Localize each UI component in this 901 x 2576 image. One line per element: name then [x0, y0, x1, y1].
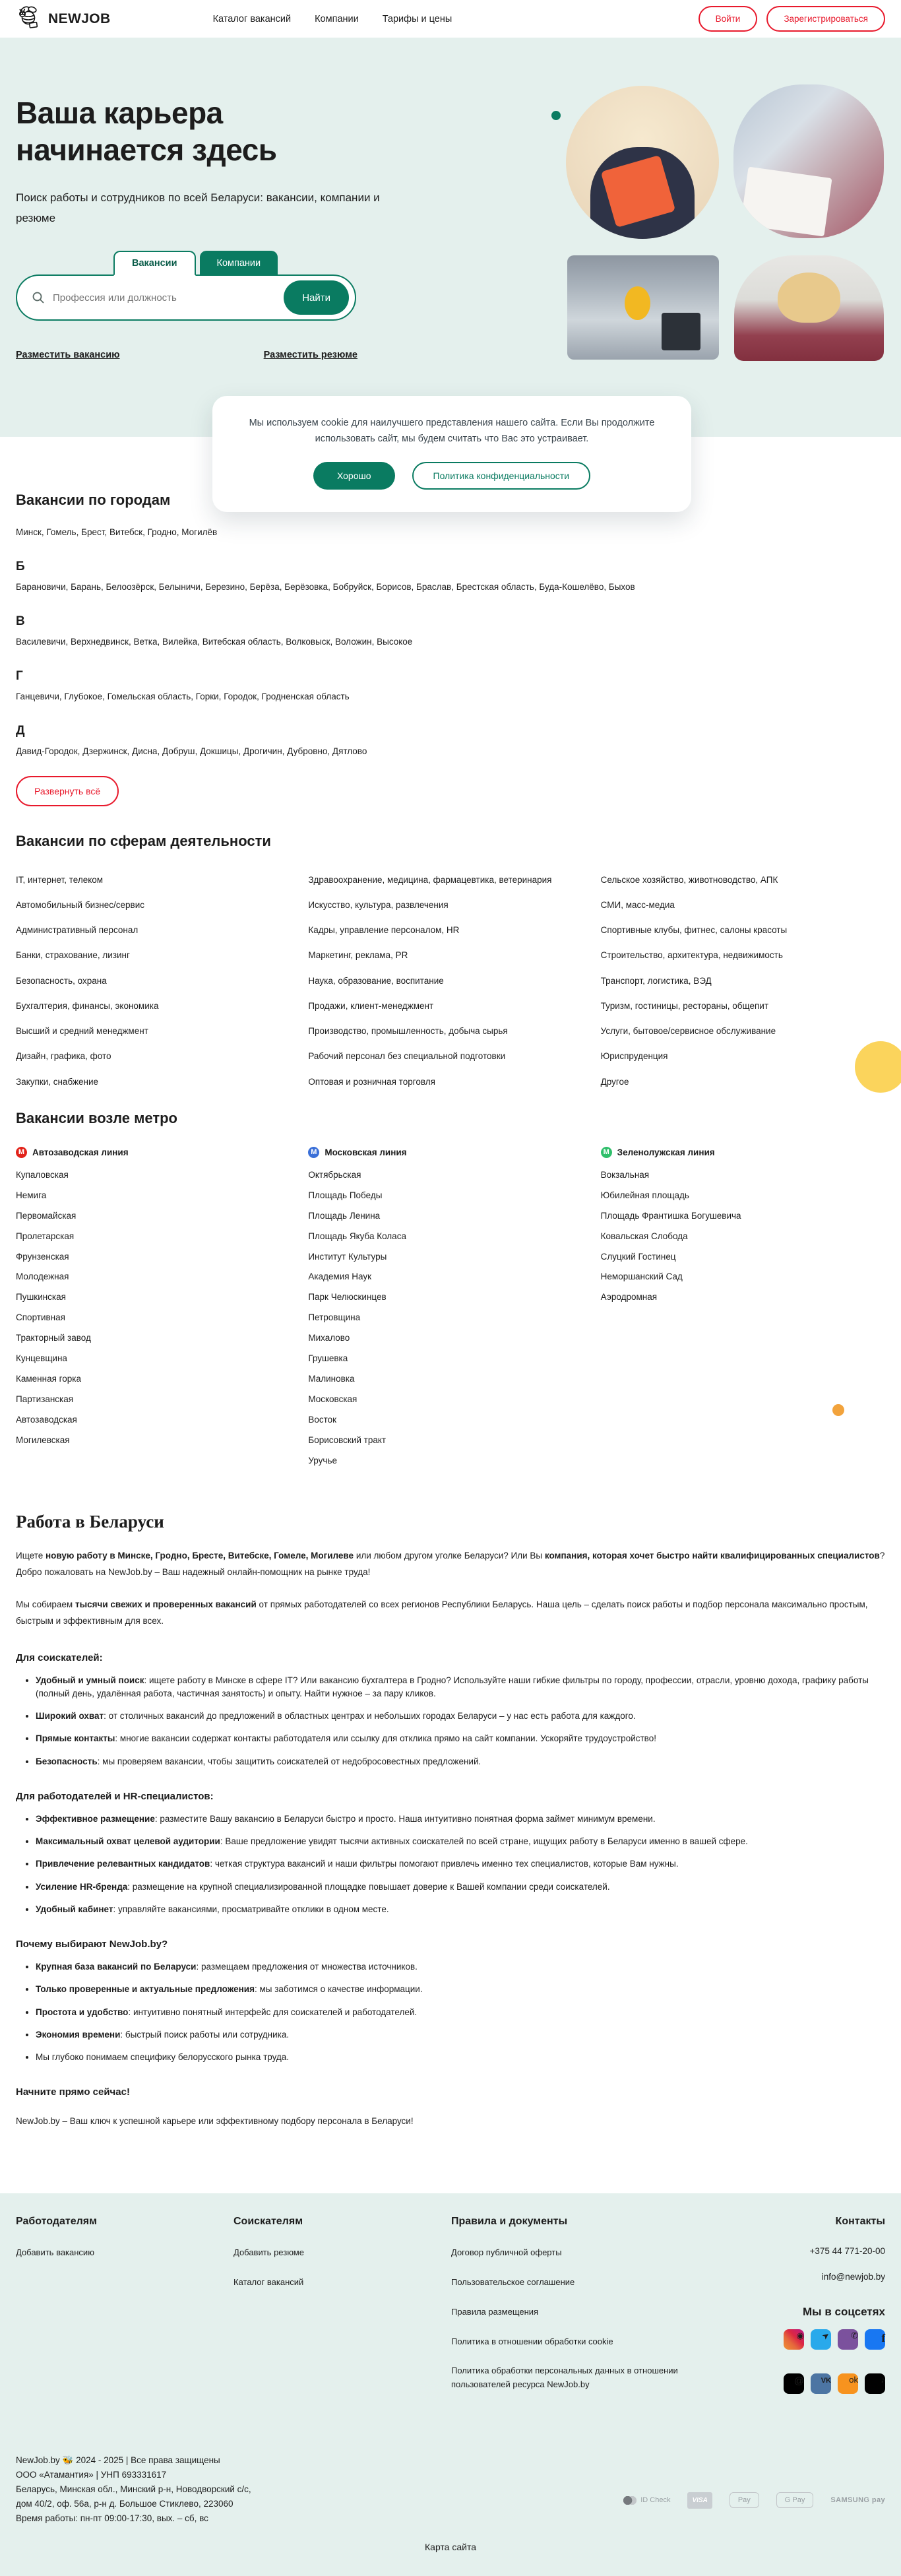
- footer-link[interactable]: Добавить резюме: [233, 2247, 304, 2258]
- city-link[interactable]: Давид-Городок: [16, 746, 78, 756]
- odnoklassniki-icon[interactable]: [838, 2373, 858, 2394]
- facebook-icon[interactable]: [865, 2329, 885, 2350]
- metro-station-link[interactable]: Первомайская: [16, 1210, 77, 1221]
- city-letter: Д: [16, 723, 25, 738]
- city-letter: В: [16, 614, 25, 628]
- city-link[interactable]: Докшицы: [199, 746, 239, 756]
- metro-station-link[interactable]: Петровщина: [308, 1312, 361, 1323]
- metro-station-link[interactable]: Кунцевщина: [16, 1353, 67, 1364]
- seo-bullet: • Мы глубоко понимаем специфику белорусского рынка труда.: [36, 2051, 885, 2064]
- city-link[interactable]: Дрогичин: [243, 746, 282, 756]
- copyright-line: NewJob.by 🐝 2024 - 2025 | Все права защищены: [16, 2455, 220, 2466]
- sphere-link[interactable]: СМИ, масс-медиа: [600, 899, 675, 910]
- sphere-link[interactable]: Маркетинг, реклама, PR: [308, 950, 408, 961]
- city-link[interactable]: Барань: [71, 581, 102, 592]
- metro-line-header: [16, 1147, 300, 1158]
- metro-column: [16, 1147, 300, 1454]
- city-link[interactable]: Березино: [205, 581, 245, 592]
- search-input[interactable]: [51, 292, 284, 304]
- city-link[interactable]: Могилёв: [181, 527, 218, 537]
- footer-col-employers: [16, 2216, 233, 2418]
- metro-station-link[interactable]: Ковальская Слобода: [600, 1231, 688, 1241]
- footer-docs-title: Правила и документы: [451, 2216, 568, 2228]
- metro-station-link[interactable]: Слуцкий Гостинец: [600, 1251, 676, 1262]
- sphere-link[interactable]: Продажи, клиент-менеджмент: [308, 1000, 434, 1011]
- city-link[interactable]: Берёза: [249, 581, 280, 592]
- seo-section: [0, 1512, 901, 2131]
- bee-logo-icon: [16, 5, 42, 32]
- seo-bullet: • Привлечение релевантных кандидатов: четкая структура вакансий и наши фильтры помогают привлечь именно тех специалистов, которые Вам нужны.: [36, 1857, 885, 1871]
- city-link[interactable]: Быхов: [608, 581, 635, 592]
- sphere-link[interactable]: Услуги, бытовое/сервисное обслуживание: [600, 1026, 776, 1037]
- seo-bullet: • Только проверенные и актуальные предложения: мы заботимся о качестве информации.: [36, 1983, 885, 1996]
- metro-station-link[interactable]: Малиновка: [308, 1374, 355, 1384]
- city-link[interactable]: Минск: [16, 527, 42, 537]
- sphere-link[interactable]: Рабочий персонал без специальной подготовки: [308, 1051, 506, 1062]
- seo-bullet: • Широкий охват: от столичных вакансий до предложений в областных центрах и небольших городах Беларуси – у нас есть работа для каждого.: [36, 1710, 885, 1723]
- social-title: Мы в соцсетях: [802, 2305, 885, 2319]
- metro-station-link[interactable]: Площадь Якуба Коласа: [308, 1231, 406, 1241]
- telegram-glyph: ➤: [820, 2329, 832, 2342]
- spheres-title: Вакансии по сферам деятельности: [16, 832, 271, 849]
- footer-link[interactable]: Политика в отношении обработки cookie: [451, 2336, 613, 2346]
- seo-bullet: • Прямые контакты: многие вакансии содержат контакты работодателя или ссылку для отклика прямо на сайт компании. Ускоряйте трудоустройство!: [36, 1732, 885, 1745]
- cookie-policy-button[interactable]: Политика конфиденциальности: [412, 462, 591, 490]
- social-row-1: [735, 2329, 885, 2366]
- city-link[interactable]: Барановичи: [16, 581, 66, 592]
- city-link[interactable]: Глубокое: [64, 691, 103, 701]
- footer-col-contacts: [735, 2216, 885, 2418]
- metro-station-link[interactable]: Аэродромная: [600, 1292, 658, 1303]
- metro-station-link[interactable]: Спортивная: [16, 1312, 65, 1323]
- seo-bullet: • Простота и удобство: интуитивно понятный интерфейс для соискателей и работодателей.: [36, 2006, 885, 2019]
- footer-col-seekers: [233, 2216, 451, 2418]
- cookie-text: Мы используем cookie для наилучшего представления нашего сайта. Если Вы продолжите использовать сайт, мы будем считать что Вас это устраивает.: [249, 418, 655, 444]
- odnoklassniki-glyph: ok: [849, 2375, 858, 2385]
- metro-column: [601, 1147, 885, 1311]
- metro-grid: [16, 1147, 885, 1475]
- city-row: Давид-Городок, Дзержинск, Дисна, Добруш, Докшицы, Дрогичин, Дубровно, Дятлово: [16, 746, 367, 756]
- metro-station-link[interactable]: Парк Челюскинцев: [308, 1292, 387, 1303]
- city-link[interactable]: Дятлово: [332, 746, 367, 756]
- cookie-banner: [212, 396, 691, 512]
- cookie-buttons: [243, 462, 661, 490]
- sphere-link[interactable]: Административный персонал: [16, 925, 139, 936]
- sphere-link[interactable]: Юриспруденция: [600, 1051, 668, 1062]
- sphere-column: [16, 874, 300, 1101]
- city-link[interactable]: Бобруйск: [332, 581, 371, 592]
- metro-station-link[interactable]: Тракторный завод: [16, 1333, 91, 1343]
- vk-glyph: VK: [821, 2377, 831, 2385]
- city-link[interactable]: Белыничи: [158, 581, 201, 592]
- metro-icon: М: [16, 1147, 27, 1158]
- city-link[interactable]: Брестская область: [456, 581, 534, 592]
- city-link[interactable]: Дзержинск: [82, 746, 127, 756]
- sphere-link[interactable]: Закупки, снабжение: [16, 1076, 99, 1087]
- main-nav: [213, 14, 452, 24]
- spheres-grid: [16, 874, 885, 1101]
- post-resume-link[interactable]: Разместить резюме: [263, 350, 357, 361]
- metro-icon: М: [308, 1147, 319, 1158]
- vk-icon[interactable]: [811, 2373, 831, 2394]
- city-row: Василевичи, Верхнедвинск, Ветка, Вилейка, Витебская область, Волковыск, Воложин, Высокое: [16, 636, 413, 647]
- metro-station-link[interactable]: Немига: [16, 1190, 47, 1200]
- sphere-link[interactable]: Высший и средний менеджмент: [16, 1026, 148, 1037]
- footer-columns: [16, 2216, 885, 2418]
- seo-bullet: • Крупная база вакансий по Беларуси: размещаем предложения от множества источников.: [36, 1960, 885, 1974]
- viber-glyph: ✆: [851, 2331, 858, 2341]
- cookie-accept-button[interactable]: Хорошо: [313, 462, 395, 490]
- metro-station-link[interactable]: Академия Наук: [308, 1272, 372, 1282]
- hero-photo-woman-folder: [566, 86, 719, 239]
- brand-name: NEWJOB: [48, 11, 111, 26]
- seo-bullet: • Эффективное размещение: разместите Вашу вакансию в Беларуси быстро и просто. Наша интуитивно понятная форма займет минимум времени.: [36, 1813, 885, 1826]
- contact-email[interactable]: info@newjob.by: [821, 2272, 885, 2282]
- copyright-line: ООО «Атамантия» | УНП 693331617: [16, 2470, 167, 2480]
- sitemap-link[interactable]: Карта сайта: [425, 2541, 476, 2552]
- metro-station-link[interactable]: Пролетарская: [16, 1231, 75, 1241]
- sphere-link[interactable]: IT, интернет, телеком: [16, 874, 104, 885]
- sitemap-row: [16, 2542, 885, 2554]
- decor-orange-dot: [832, 1404, 844, 1416]
- footer-link[interactable]: Каталог вакансий: [233, 2277, 304, 2288]
- city-link[interactable]: Городок: [224, 691, 257, 701]
- register-button[interactable]: Зарегистрироваться: [766, 6, 885, 32]
- seo-cta: Начните прямо сейчас!: [16, 2086, 130, 2098]
- seo-closing: NewJob.by – Ваш ключ к успешной карьере или эффективному подбору персонала в Беларуси!: [16, 2116, 414, 2127]
- footer-employers-title: Работодателям: [16, 2216, 97, 2228]
- search-button[interactable]: Найти: [284, 280, 349, 315]
- seo-paragraph: Ищете новую работу в Минске, Гродно, Бресте, Витебске, Гомеле, Могилеве или любом другом уголке Беларуси? Или Вы компания, которая хочет быстро найти квалифицированных специалистов? Добро пожаловать на NewJob.by – Ваш надежный онлайн-помощник на рынке труда!: [16, 1550, 885, 1577]
- telegram-icon[interactable]: [811, 2329, 831, 2350]
- seo-bullet: • Экономия времени: быстрый поиск работы или сотрудника.: [36, 2028, 885, 2042]
- city-link[interactable]: Витебск: [109, 527, 143, 537]
- city-letter: Г: [16, 668, 23, 683]
- footer-docs-links: [451, 2246, 735, 2392]
- metro-station-link[interactable]: Вокзальная: [600, 1169, 650, 1180]
- city-letter: Б: [16, 559, 25, 573]
- sphere-link[interactable]: Банки, страхование, лизинг: [16, 950, 130, 961]
- copyright-line: дом 40/2, оф. 56а, р-н д. Большое Стиклево, 223060: [16, 2498, 233, 2509]
- sphere-link[interactable]: Оптовая и розничная торговля: [308, 1076, 435, 1087]
- hero-links: [16, 350, 357, 360]
- tab-vacancies[interactable]: Вакансии: [113, 251, 196, 276]
- city-link[interactable]: Василевичи: [16, 636, 66, 647]
- city-link[interactable]: Гродно: [147, 527, 177, 537]
- payment-badge: VISA: [687, 2492, 712, 2509]
- cities-title: Вакансии по городам: [16, 492, 171, 508]
- metro-station-link[interactable]: Автозаводская: [16, 1414, 77, 1425]
- payment-badge: Pay: [730, 2492, 759, 2508]
- metro-station-link[interactable]: Октябрьская: [308, 1169, 361, 1180]
- cities-groups: [16, 526, 885, 759]
- seo-bullet: • Удобный и умный поиск: ищете работу в Минске в сфере IT? Или вакансию бухгалтера в Гродно? Используйте наши гибкие фильтры по городу, профессии, отрасли, уровню дохода, графику работы (полный день, удалённая работа, частичная занятость) и опыту. Найти нужное – за пару кликов.: [36, 1674, 885, 1701]
- sphere-link[interactable]: Здравоохранение, медицина, фармацевтика, ветеринария: [308, 874, 552, 885]
- sphere-link[interactable]: Транспорт, логистика, ВЭД: [600, 975, 712, 986]
- metro-station-link[interactable]: Юбилейная площадь: [600, 1190, 689, 1200]
- instagram-glyph: ◉: [796, 2331, 804, 2341]
- footer: [0, 2193, 901, 2575]
- threads-glyph: @: [793, 2375, 804, 2387]
- city-link[interactable]: Белоозёрск: [106, 581, 154, 592]
- footer-link[interactable]: Правила размещения: [451, 2306, 539, 2317]
- seo-bullet: • Максимальный охват целевой аудитории: Ваше предложение увидят тысячи активных соискателей по всей стране, ищущих работу в Беларуси именно в вашей сфере.: [36, 1835, 885, 1848]
- seo-subheading: Для соискателей:: [16, 1652, 103, 1663]
- seo-bullet-list: [16, 1960, 885, 2064]
- nav-link[interactable]: Каталог вакансий: [212, 13, 292, 24]
- seo-bullet-list: [16, 1674, 885, 1768]
- expand-all-button[interactable]: Развернуть всё: [16, 776, 119, 806]
- footer-link[interactable]: Добавить вакансию: [16, 2247, 94, 2258]
- metro-station-link[interactable]: Могилевская: [16, 1434, 70, 1445]
- brand-logo[interactable]: [16, 5, 111, 32]
- sphere-link[interactable]: Спортивные клубы, фитнес, салоны красоты: [600, 925, 788, 936]
- sphere-link[interactable]: Автомобильный бизнес/сервис: [16, 899, 144, 910]
- footer-seekers-title: Соискателям: [233, 2216, 303, 2228]
- search-icon: [32, 291, 45, 304]
- seo-subheading: Почему выбирают NewJob.by?: [16, 1939, 168, 1950]
- seo-bullet: • Усиление HR-бренда: размещение на крупной специализированной площадке повышает доверие к Вашей компании среди соискателей.: [36, 1881, 885, 1894]
- city-row: Барановичи, Барань, Белоозёрск, Белыничи, Березино, Берёза, Берёзовка, Бобруйск, Борисов, Браслав, Брестская область, Буда-Кошелёво, Быхов: [16, 581, 635, 592]
- login-button[interactable]: Войти: [699, 6, 758, 32]
- city-link[interactable]: Дисна: [132, 746, 158, 756]
- metro-station-link[interactable]: Купаловская: [16, 1169, 69, 1180]
- hero-section: [0, 38, 901, 437]
- header: [0, 0, 901, 38]
- seo-subheading: Для работодателей и HR-специалистов:: [16, 1790, 214, 1802]
- city-row: Минск, Гомель, Брест, Витебск, Гродно, Могилёв: [16, 527, 218, 537]
- metro-station-link[interactable]: Неморшанский Сад: [600, 1272, 683, 1282]
- copyright-block: [16, 2453, 251, 2525]
- payment-badge: ID Check: [623, 2496, 670, 2505]
- tab-companies[interactable]: Компании: [200, 251, 278, 276]
- payment-badges: [623, 2492, 885, 2509]
- metro-station-link[interactable]: Молодежная: [16, 1272, 69, 1282]
- sphere-link[interactable]: Другое: [600, 1076, 629, 1087]
- city-link[interactable]: Верхнедвинск: [71, 636, 129, 647]
- city-row: Ганцевичи, Глубокое, Гомельская область, Горки, Городок, Гродненская область: [16, 691, 350, 701]
- metro-section: [0, 1110, 901, 1475]
- social-row-2: [735, 2373, 885, 2410]
- city-link[interactable]: Витебская область: [202, 636, 281, 647]
- metro-line-name: Зеленолужская линия: [617, 1147, 715, 1157]
- metro-line-header: [308, 1147, 592, 1158]
- city-link[interactable]: Браслав: [416, 581, 452, 592]
- metro-station-link[interactable]: Площадь Победы: [308, 1190, 383, 1200]
- metro-icon: М: [601, 1147, 612, 1158]
- seo-bullet-list: [16, 1813, 885, 1916]
- nav-link[interactable]: Тарифы и цены: [382, 13, 452, 24]
- search-bar: [16, 274, 356, 321]
- city-link[interactable]: Борисов: [376, 581, 412, 592]
- decor-yellow-circle: [855, 1041, 901, 1093]
- sphere-link[interactable]: Бухгалтерия, финансы, экономика: [16, 1000, 159, 1011]
- instagram-icon[interactable]: [784, 2329, 804, 2350]
- city-link[interactable]: Гомель: [46, 527, 77, 537]
- copyright-line: Время работы: пн-пт 09:00-17:30, вых. – сб, вс: [16, 2513, 208, 2523]
- city-link[interactable]: Гомельская область: [107, 691, 191, 701]
- metro-line-header: [601, 1147, 885, 1158]
- post-vacancy-link[interactable]: Разместить вакансию: [16, 350, 120, 361]
- metro-station-link[interactable]: Каменная горка: [16, 1374, 81, 1384]
- tiktok-icon[interactable]: [865, 2373, 885, 2394]
- footer-col-docs: [451, 2216, 735, 2418]
- city-link[interactable]: Берёзовка: [284, 581, 328, 592]
- metro-station-link[interactable]: Партизанская: [16, 1394, 74, 1404]
- payment-badge: G Pay: [776, 2492, 814, 2508]
- city-link[interactable]: Буда-Кошелёво: [539, 581, 604, 592]
- city-link[interactable]: Добруш: [162, 746, 195, 756]
- metro-station-link[interactable]: Площадь Франтишка Богушевича: [600, 1210, 741, 1221]
- seo-title: Работа в Беларуси: [16, 1511, 164, 1531]
- sphere-link[interactable]: Дизайн, графика, фото: [16, 1051, 111, 1062]
- metro-station-link[interactable]: Площадь Ленина: [308, 1210, 381, 1221]
- footer-link[interactable]: Политика обработки персональных данных в отношении пользователей ресурса NewJob.by: [451, 2366, 678, 2390]
- metro-station-link[interactable]: Борисовский тракт: [308, 1434, 387, 1445]
- sphere-link[interactable]: Сельское хозяйство, животноводство, АПК: [600, 874, 778, 885]
- city-link[interactable]: Горки: [195, 691, 219, 701]
- metro-column: [308, 1147, 592, 1475]
- footer-contacts-title: Контакты: [835, 2216, 885, 2228]
- city-link[interactable]: Ганцевичи: [16, 691, 59, 701]
- city-link[interactable]: Воложин: [334, 636, 372, 647]
- threads-icon[interactable]: [784, 2373, 804, 2394]
- sphere-link[interactable]: Безопасность, охрана: [16, 975, 107, 986]
- seo-bullet: • Удобный кабинет: управляйте вакансиями, просматривайте отклики в одном месте.: [36, 1903, 885, 1916]
- sphere-link[interactable]: Кадры, управление персоналом, HR: [308, 925, 460, 936]
- hero-photo-man-phone: [733, 84, 884, 238]
- metro-station-link[interactable]: Московская: [308, 1394, 357, 1404]
- metro-line-name: Автозаводская линия: [32, 1147, 129, 1157]
- sphere-link[interactable]: Производство, промышленность, добыча сырья: [308, 1026, 508, 1037]
- footer-bottom: [16, 2453, 885, 2525]
- footer-link[interactable]: Пользовательское соглашение: [451, 2277, 575, 2288]
- hero-title: Ваша карьера начинается здесь: [16, 96, 277, 168]
- city-link[interactable]: Ветка: [133, 636, 158, 647]
- city-link[interactable]: Вилейка: [162, 636, 198, 647]
- sphere-column: [308, 874, 592, 1101]
- sphere-link[interactable]: Искусство, культура, развлечения: [308, 899, 449, 910]
- search-tabs: [113, 251, 901, 276]
- city-link[interactable]: Высокое: [377, 636, 413, 647]
- city-link[interactable]: Волковыск: [286, 636, 330, 647]
- seo-bullet: • Безопасность: мы проверяем вакансии, чтобы защитить соискателей от недобросовестных предложений.: [36, 1755, 885, 1768]
- city-link[interactable]: Гродненская область: [261, 691, 350, 701]
- decor-green-dot: [551, 111, 561, 120]
- spheres-section: [0, 833, 901, 1101]
- metro-line-name: Московская линия: [325, 1147, 407, 1157]
- payment-badge: SAMSUNG pay: [830, 2496, 885, 2505]
- footer-employers-links: [16, 2246, 233, 2260]
- footer-seekers-links: [233, 2246, 451, 2290]
- metro-station-link[interactable]: Уручье: [308, 1455, 337, 1465]
- sphere-link[interactable]: Строительство, архитектура, недвижимость: [600, 950, 783, 961]
- contact-phone[interactable]: +375 44 771-20-00: [809, 2246, 885, 2257]
- metro-station-link[interactable]: Восток: [308, 1414, 337, 1425]
- metro-station-link[interactable]: Михалово: [308, 1333, 350, 1343]
- hero-subtitle: Поиск работы и сотрудников по всей Беларуси: вакансии, компании и резюме: [16, 191, 380, 224]
- metro-title: Вакансии возле метро: [16, 1109, 177, 1126]
- metro-station-link[interactable]: Грушевка: [308, 1353, 348, 1364]
- seo-subsections: [16, 1652, 885, 2065]
- metro-station-link[interactable]: Институт Культуры: [308, 1251, 387, 1262]
- metro-station-link[interactable]: Пушкинская: [16, 1292, 66, 1303]
- header-buttons: [699, 6, 885, 32]
- tiktok-glyph: ♪: [881, 2375, 885, 2385]
- viber-icon[interactable]: [838, 2329, 858, 2350]
- footer-link[interactable]: Договор публичной оферты: [451, 2247, 562, 2258]
- metro-station-link[interactable]: Фрунзенская: [16, 1251, 69, 1262]
- city-link[interactable]: Брест: [81, 527, 105, 537]
- nav-link[interactable]: Компании: [315, 13, 359, 24]
- city-link[interactable]: Дубровно: [287, 746, 328, 756]
- seo-paragraph: Мы собираем тысячи свежих и проверенных вакансий от прямых работодателей со всех регионов Республики Беларусь. Наша цель – сделать поиск работы и подбор персонала максимально простым, быстрым и эффективным для всех.: [16, 1599, 868, 1626]
- sphere-column: [601, 874, 885, 1101]
- sphere-link[interactable]: Туризм, гостиницы, рестораны, общепит: [600, 1000, 769, 1011]
- sphere-link[interactable]: Наука, образование, воспитание: [308, 975, 444, 986]
- copyright-line: Беларусь, Минская обл., Минский р-н, Новодворский с/с,: [16, 2484, 251, 2494]
- facebook-glyph: f: [881, 2332, 885, 2345]
